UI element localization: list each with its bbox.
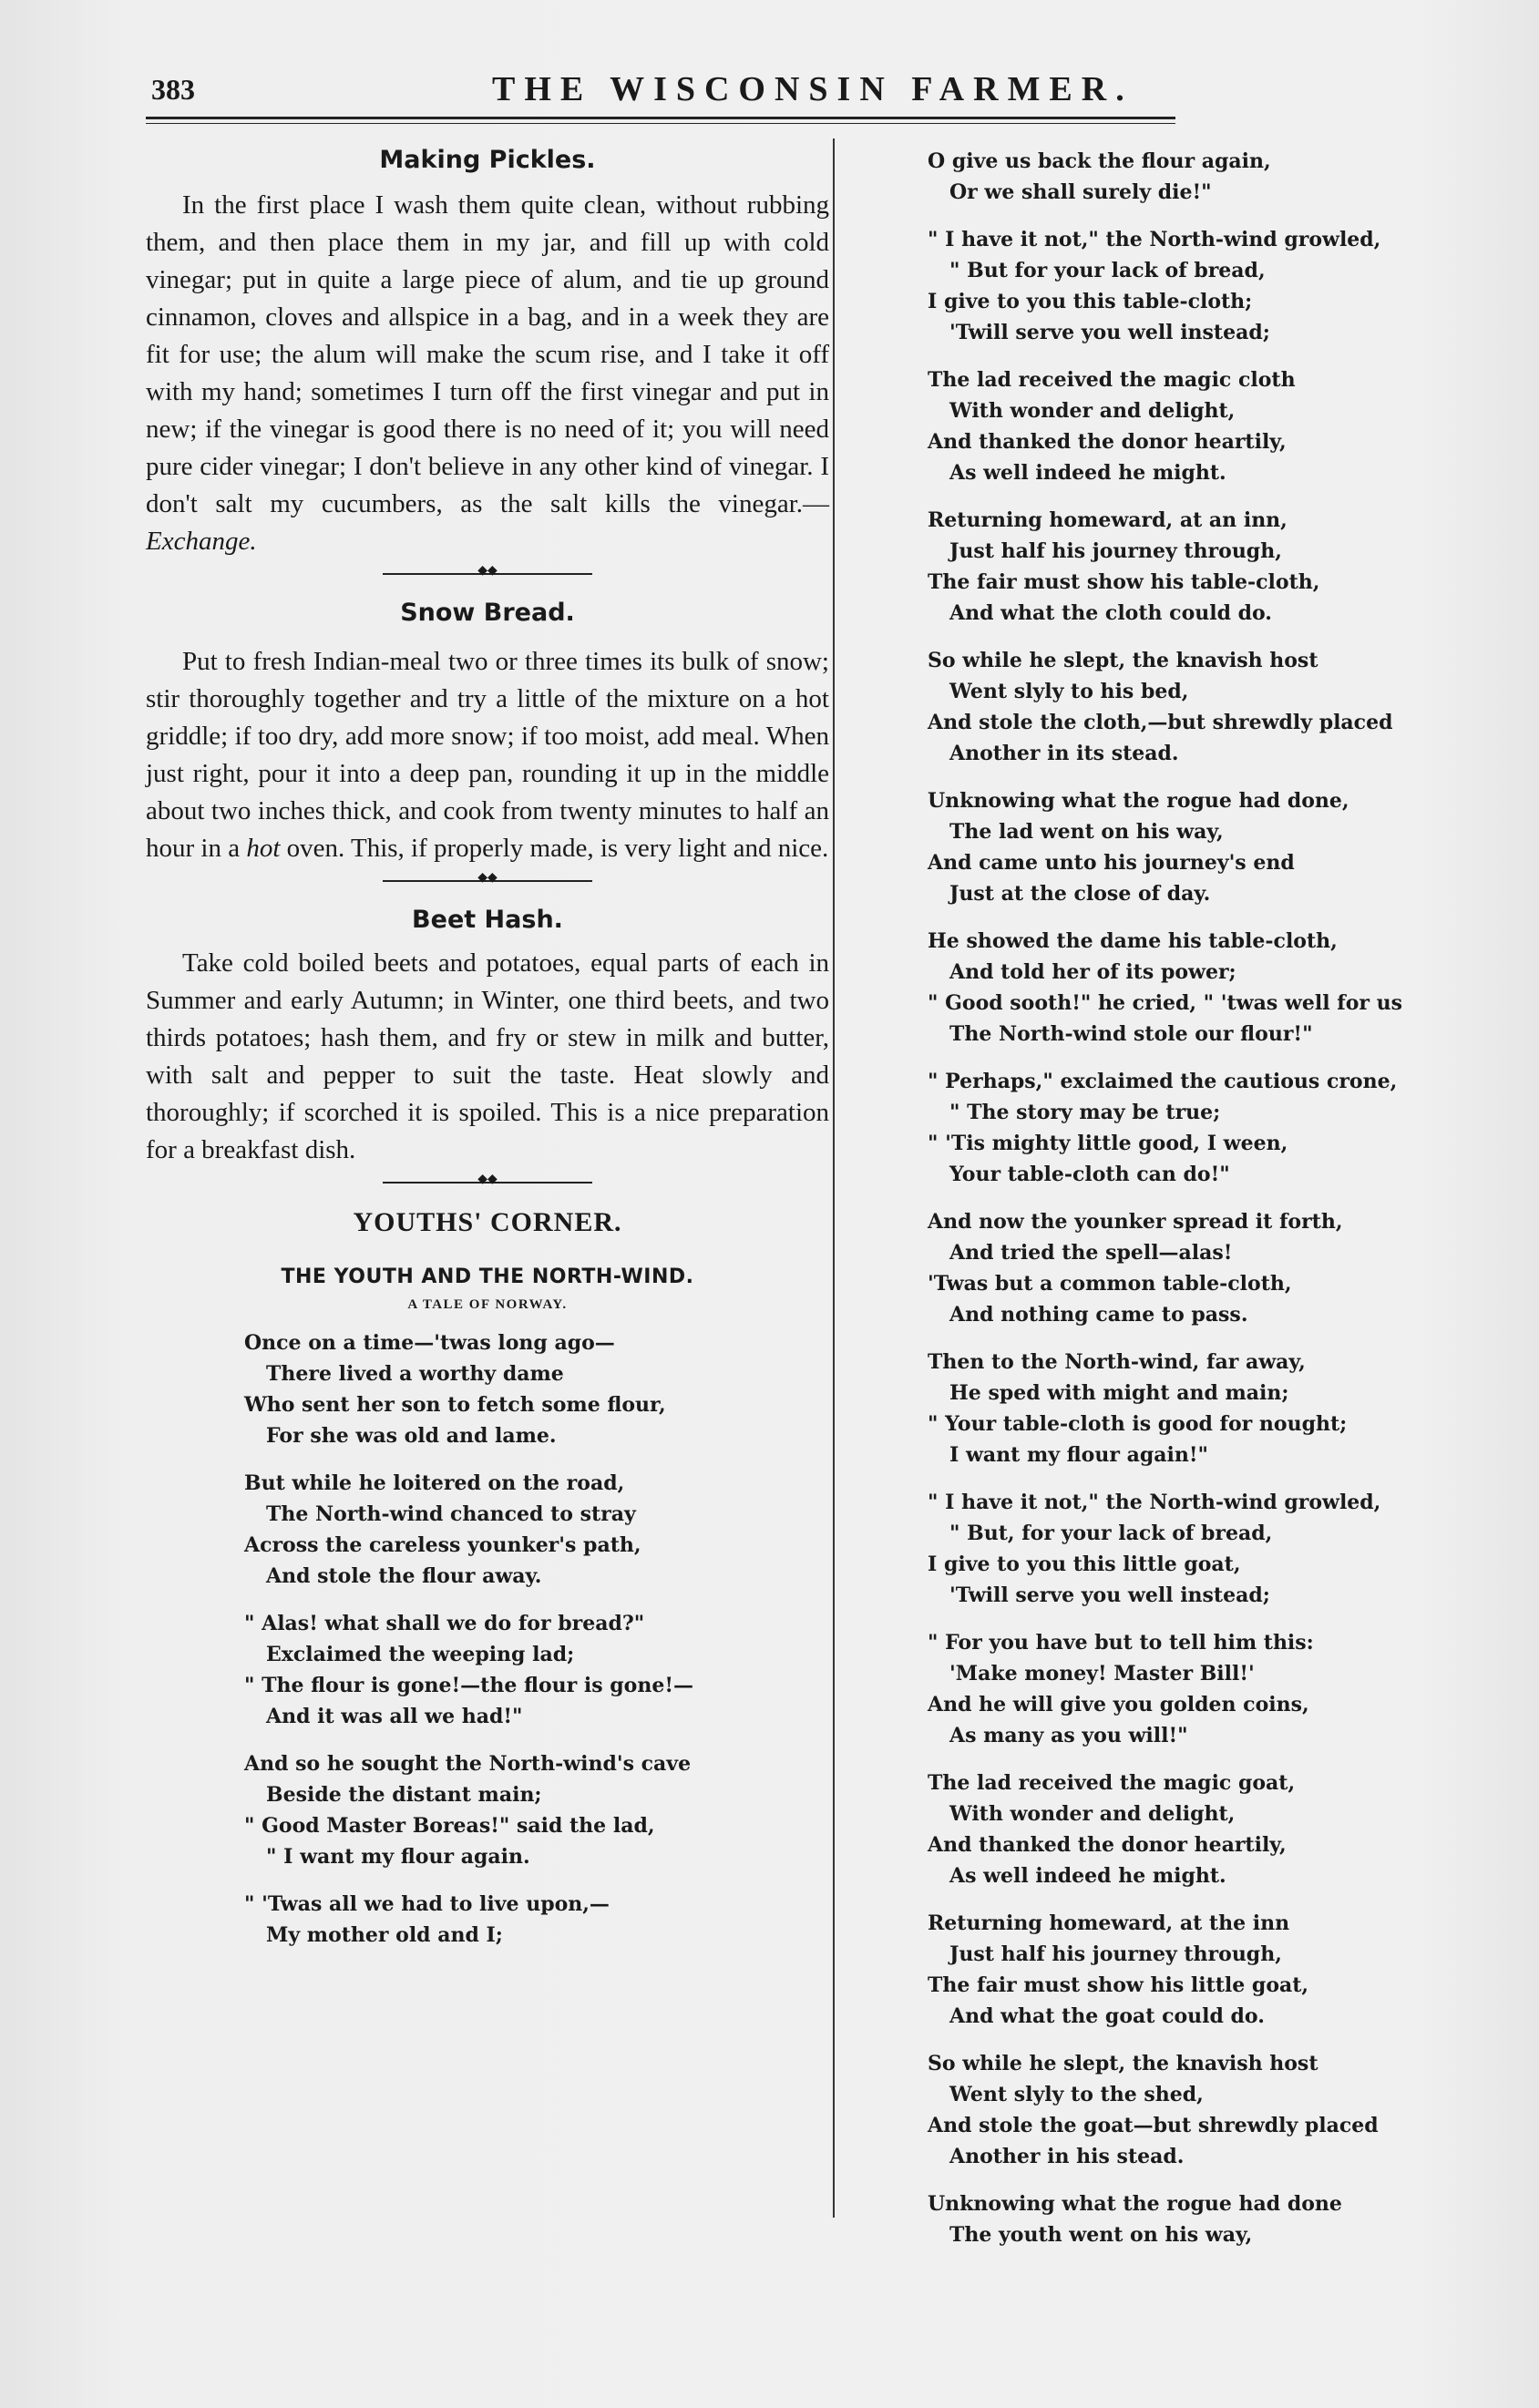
poem-line: And thanked the donor heartily, <box>928 430 1287 454</box>
poem-line: So while he slept, the knavish host <box>928 649 1318 672</box>
poem-line: Once on a time—'twas long ago— <box>244 1331 615 1355</box>
poem-line: He showed the dame his table-cloth, <box>928 929 1338 953</box>
poem-line: " Your table-cloth is good for nought; <box>928 1412 1348 1436</box>
pickles-body <box>146 187 829 560</box>
poem-line: As well indeed he might. <box>949 461 1226 485</box>
poem-line: Across the careless younker's path, <box>244 1533 641 1557</box>
poem-line: There lived a worthy dame <box>266 1362 564 1386</box>
poem-stanza <box>928 2188 1474 2250</box>
poem-line: 'Twas but a common table-cloth, <box>928 1272 1292 1296</box>
poem-stanza <box>928 1487 1474 1611</box>
poem-line: The fair must show his little goat, <box>928 1973 1309 1997</box>
poem-line: The North-wind chanced to stray <box>266 1502 636 1526</box>
poem-line: With wonder and delight, <box>949 399 1236 423</box>
header-rule <box>146 117 1175 124</box>
poem-stanza <box>928 364 1474 488</box>
divider-ornament: ◆◆ <box>477 1172 498 1186</box>
poem-stanza <box>928 1206 1474 1330</box>
poem-line: Your table-cloth can do!" <box>949 1163 1230 1186</box>
poem-line: " But for your lack of bread, <box>949 259 1266 282</box>
poem-line: And what the cloth could do. <box>949 601 1272 625</box>
poem-line: And what the goat could do. <box>949 2004 1265 2028</box>
poem-stanza <box>928 1066 1474 1190</box>
poem-stanza <box>928 1627 1474 1751</box>
poem-line: I give to you this table-cloth; <box>928 290 1253 313</box>
poem-line: I want my flour again!" <box>949 1443 1208 1467</box>
poem-line: Beside the distant main; <box>266 1783 542 1807</box>
poem-line: Another in his stead. <box>949 2145 1185 2168</box>
section-divider <box>383 563 592 580</box>
poem-line: And stole the flour away. <box>266 1564 542 1588</box>
poem-line: Who sent her son to fetch some flour, <box>244 1393 666 1417</box>
poem-line: Then to the North-wind, far away, <box>928 1350 1306 1374</box>
poem-line: 'Make money! Master Bill!' <box>949 1662 1255 1686</box>
poem-line: " For you have but to tell him this: <box>928 1631 1314 1655</box>
poem-line: Or we shall surely die!" <box>949 180 1212 204</box>
poem-line: So while he slept, the knavish host <box>928 2052 1318 2075</box>
poem-line: " Good Master Boreas!" said the lad, <box>244 1814 655 1838</box>
poem-line: And now the younker spread it forth, <box>928 1210 1343 1234</box>
poem-stanza <box>928 224 1474 348</box>
poem-line: " 'Twas all we had to live upon,— <box>244 1892 610 1916</box>
poem-line: " 'Tis mighty little good, I ween, <box>928 1132 1288 1155</box>
poem-line: " Perhaps," exclaimed the cautious crone, <box>928 1070 1398 1093</box>
right-column <box>928 146 1474 2250</box>
poem-line: As well indeed he might. <box>949 1864 1226 1888</box>
poem-line: The fair must show his table-cloth, <box>928 570 1320 594</box>
poem-line: Went slyly to his bed, <box>949 680 1189 703</box>
poem-line: Returning homeward, at an inn, <box>928 508 1288 532</box>
poem-line: Unknowing what the rogue had done <box>928 2192 1342 2216</box>
poem-line: For she was old and lame. <box>266 1424 557 1448</box>
snow-bread-title: Snow Bread. <box>400 599 575 627</box>
beet-hash-title: Beet Hash. <box>412 906 563 934</box>
poem-line: But while he loitered on the road, <box>244 1471 625 1495</box>
poem-stanza <box>928 2048 1474 2172</box>
poem-line: I give to you this little goat, <box>928 1552 1241 1576</box>
poem-line: The lad went on his way, <box>949 820 1224 844</box>
left-column <box>146 146 829 1951</box>
poem-line: With wonder and delight, <box>949 1802 1236 1826</box>
poem-stanza <box>928 505 1474 629</box>
poem-line: And it was all we had!" <box>266 1705 523 1728</box>
poem-line: He sped with might and main; <box>949 1381 1289 1405</box>
poem-line: And stole the goat—but shrewdly placed <box>928 2114 1379 2137</box>
poem-line: And came unto his journey's end <box>928 851 1295 875</box>
youths-corner-heading: YOUTHS' CORNER. <box>353 1207 622 1237</box>
poem-stanza <box>244 1889 829 1951</box>
page-header <box>146 66 1175 120</box>
pickles-source: Exchange. <box>146 527 257 556</box>
poem-line: And told her of its power; <box>949 960 1236 984</box>
poem-stanza <box>244 1327 829 1451</box>
section-divider <box>383 870 592 887</box>
snow-bread-emphasis: hot <box>246 834 281 863</box>
poem-line: " Good sooth!" he cried, " 'twas well for us <box>928 991 1402 1015</box>
poem-stanza <box>244 1608 829 1732</box>
poem-stanza <box>928 645 1474 769</box>
poem-line: " Alas! what shall we do for bread?" <box>244 1612 645 1635</box>
poem-line: And so he sought the North-wind's cave <box>244 1752 692 1776</box>
poem-line: Returning homeward, at the inn <box>928 1911 1290 1935</box>
poem-line: " I have it not," the North-wind growled, <box>928 228 1381 251</box>
poem-line: Went slyly to the shed, <box>949 2083 1204 2106</box>
poem-stanza <box>928 1908 1474 2032</box>
poem-stanza <box>928 785 1474 909</box>
snow-bread-text-b: oven. This, if properly made, is very light and nice. <box>280 834 829 863</box>
column-rule <box>833 138 835 2218</box>
divider-ornament: ◆◆ <box>477 870 498 885</box>
beet-hash-body: Take cold boiled beets and potatoes, equal parts of each in Summer and early Autumn; in Winter, one third beets, and two thirds potatoes; hash them, and fry or stew in milk and butter, with salt and pepper to suit the taste. Heat slowly and thoroughly; if scorched it is spoiled. This is a nice preparation for a breakfast dish. <box>146 948 829 1164</box>
poem-line: And he will give you golden coins, <box>928 1693 1309 1716</box>
divider-ornament: ◆◆ <box>477 563 498 578</box>
poem-line: My mother old and I; <box>266 1923 503 1947</box>
pickles-title: Making Pickles. <box>379 146 596 174</box>
poem-stanza <box>244 1468 829 1592</box>
poem-line: The lad received the magic cloth <box>928 368 1296 392</box>
poem-line: And stole the cloth,—but shrewdly placed <box>928 711 1393 734</box>
poem-line: The North-wind stole our flour!" <box>949 1022 1313 1046</box>
snow-bread-text-a: Put to fresh Indian-meal two or three times its bulk of snow; stir thoroughly together and try a little of the mixture on a hot griddle; if too dry, add more snow; if too moist, add meal. When just right, pour it into a deep pan, rounding it up in the middle about two inches thick, and cook from twenty minutes to half an hour in a <box>146 647 829 863</box>
poem-line: 'Twill serve you well instead; <box>949 321 1270 344</box>
snow-bread-body <box>146 643 829 867</box>
poem-stanza <box>244 1748 829 1872</box>
section-divider <box>383 1172 592 1189</box>
poem-line: " But, for your lack of bread, <box>949 1522 1273 1545</box>
poem-line: " I have it not," the North-wind growled, <box>928 1491 1381 1514</box>
poem-line: Just at the close of day. <box>949 882 1211 906</box>
page-number: 383 <box>151 73 195 106</box>
poem-line: And thanked the donor heartily, <box>928 1833 1287 1857</box>
poem-line: Just half his journey through, <box>949 1942 1282 1966</box>
poem-line: " I want my flour again. <box>266 1845 530 1869</box>
poem-line: The lad received the magic goat, <box>928 1771 1296 1795</box>
poem-line: " The flour is gone!—the flour is gone!— <box>244 1674 694 1697</box>
poem-stanza <box>928 926 1474 1050</box>
poem-line: Just half his journey through, <box>949 539 1282 563</box>
poem-stanza <box>928 1347 1474 1470</box>
poem-subtitle: A TALE OF NORWAY. <box>407 1297 568 1312</box>
poem-line: As many as you will!" <box>949 1724 1188 1747</box>
poem-line: The youth went on his way, <box>949 2223 1253 2247</box>
poem-line: And tried the spell—alas! <box>949 1241 1233 1265</box>
pickles-text: In the first place I wash them quite clean, without rubbing them, and then place them in my jar, and fill up with cold vinegar; put in quite a large piece of alum, and tie up ground cinnamon, cloves and allspice in a bag, and in a week they are fit for use; the alum will make the scum rise, and I take it off with my hand; sometimes I turn off the first vinegar and put in new; if the vinegar is good there is no need of it; you will need pure cider vinegar; I don't believe in any other kind of vinegar. I don't salt my cucumbers, as the salt kills the vinegar.— <box>146 190 829 518</box>
poem-line: O give us back the flour again, <box>928 149 1271 173</box>
poem-line: And nothing came to pass. <box>949 1303 1248 1327</box>
poem-title: THE YOUTH AND THE NORTH-WIND. <box>281 1265 694 1288</box>
poem-left <box>146 1327 829 1951</box>
poem-line: Another in its stead. <box>949 742 1179 765</box>
poem-line: " The story may be true; <box>949 1101 1221 1124</box>
poem-line: Exclaimed the weeping lad; <box>266 1643 575 1666</box>
poem-stanza <box>928 146 1474 208</box>
poem-line: 'Twill serve you well instead; <box>949 1583 1270 1607</box>
running-title: THE WISCONSIN FARMER. <box>492 70 1134 108</box>
poem-stanza <box>928 1768 1474 1891</box>
poem-line: Unknowing what the rogue had done, <box>928 789 1349 813</box>
